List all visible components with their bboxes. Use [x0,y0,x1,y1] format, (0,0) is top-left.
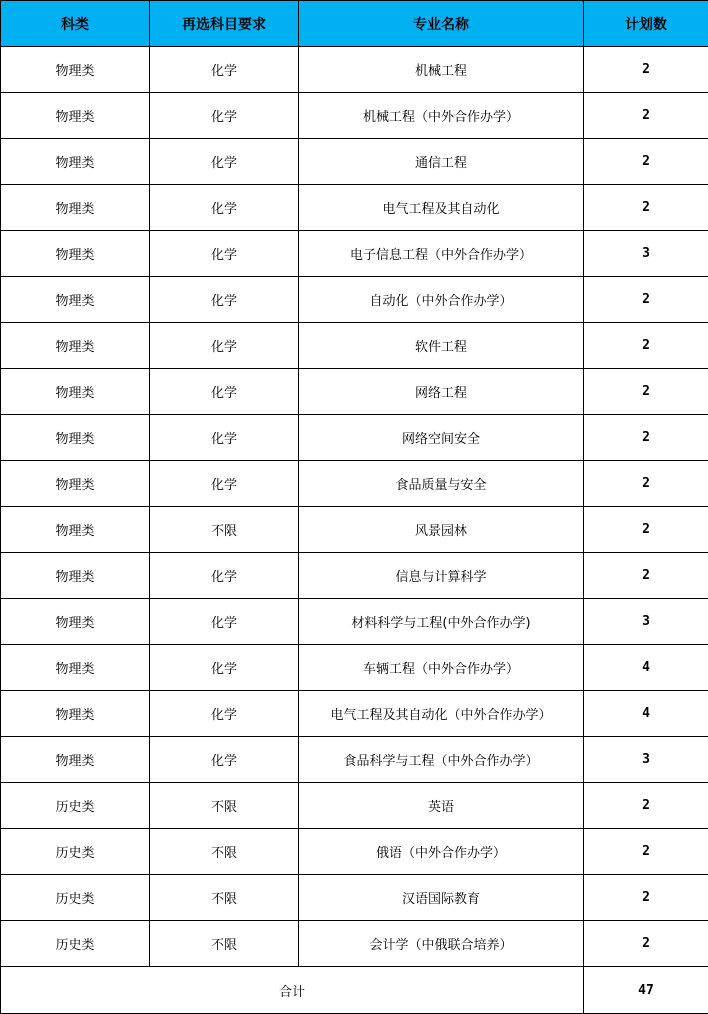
cell-major: 信息与计算科学 [299,553,584,599]
cell-category: 物理类 [1,47,150,93]
table-row [1,47,708,93]
cell-category: 物理类 [1,93,150,139]
table-row [1,645,708,691]
cell-category: 物理类 [1,599,150,645]
total-label: 合计 [1,967,584,1014]
cell-category: 物理类 [1,139,150,185]
cell-major: 会计学（中俄联合培养） [299,921,584,967]
cell-plan: 4 [584,691,708,737]
cell-plan: 2 [584,93,708,139]
cell-plan: 2 [584,461,708,507]
cell-plan: 2 [584,139,708,185]
cell-requirement: 化学 [150,369,299,415]
total-row [1,967,708,1014]
cell-major: 材料科学与工程(中外合作办学) [299,599,584,645]
cell-requirement: 化学 [150,139,299,185]
cell-category: 历史类 [1,829,150,875]
cell-major: 通信工程 [299,139,584,185]
table-row [1,369,708,415]
cell-plan: 2 [584,47,708,93]
cell-category: 物理类 [1,231,150,277]
cell-plan: 3 [584,737,708,783]
cell-category: 物理类 [1,415,150,461]
cell-major: 机械工程 [299,47,584,93]
cell-category: 物理类 [1,461,150,507]
cell-category: 物理类 [1,323,150,369]
table-row [1,737,708,783]
cell-plan: 4 [584,645,708,691]
cell-plan: 2 [584,875,708,921]
cell-category: 物理类 [1,185,150,231]
cell-major: 食品质量与安全 [299,461,584,507]
table-row [1,691,708,737]
cell-major: 汉语国际教育 [299,875,584,921]
cell-plan: 2 [584,277,708,323]
header-category: 科类 [1,1,150,47]
cell-requirement: 化学 [150,461,299,507]
cell-plan: 3 [584,599,708,645]
cell-major: 电气工程及其自动化 [299,185,584,231]
cell-major: 网络空间安全 [299,415,584,461]
cell-requirement: 不限 [150,875,299,921]
total-value: 47 [584,967,708,1014]
cell-requirement: 化学 [150,47,299,93]
table-row [1,461,708,507]
cell-requirement: 化学 [150,93,299,139]
cell-plan: 2 [584,507,708,553]
cell-plan: 2 [584,185,708,231]
cell-plan: 2 [584,829,708,875]
cell-major: 自动化（中外合作办学） [299,277,584,323]
cell-plan: 2 [584,783,708,829]
table-row [1,93,708,139]
cell-requirement: 不限 [150,783,299,829]
table-row [1,875,708,921]
cell-category: 物理类 [1,553,150,599]
cell-category: 历史类 [1,783,150,829]
table-body [1,47,708,967]
cell-plan: 2 [584,415,708,461]
cell-major: 食品科学与工程（中外合作办学） [299,737,584,783]
cell-requirement: 不限 [150,921,299,967]
header-major: 专业名称 [299,1,584,47]
cell-major: 软件工程 [299,323,584,369]
table-row [1,829,708,875]
table-row [1,553,708,599]
cell-requirement: 不限 [150,829,299,875]
table-row [1,277,708,323]
cell-category: 历史类 [1,921,150,967]
cell-plan: 2 [584,553,708,599]
table-row [1,139,708,185]
header-row [1,1,708,47]
table-row [1,185,708,231]
cell-requirement: 化学 [150,645,299,691]
table-row [1,921,708,967]
cell-major: 网络工程 [299,369,584,415]
cell-plan: 2 [584,369,708,415]
cell-category: 物理类 [1,369,150,415]
cell-category: 物理类 [1,691,150,737]
cell-major: 俄语（中外合作办学） [299,829,584,875]
cell-major: 电气工程及其自动化（中外合作办学） [299,691,584,737]
table-row [1,323,708,369]
cell-category: 物理类 [1,737,150,783]
table-row [1,599,708,645]
cell-requirement: 化学 [150,553,299,599]
cell-requirement: 化学 [150,231,299,277]
header-plan: 计划数 [584,1,708,47]
cell-major: 电子信息工程（中外合作办学） [299,231,584,277]
cell-category: 历史类 [1,875,150,921]
cell-major: 机械工程（中外合作办学） [299,93,584,139]
cell-requirement: 化学 [150,415,299,461]
table-row [1,415,708,461]
cell-major: 车辆工程（中外合作办学） [299,645,584,691]
cell-requirement: 化学 [150,277,299,323]
table-row [1,507,708,553]
cell-requirement: 化学 [150,691,299,737]
cell-major: 英语 [299,783,584,829]
table-row [1,231,708,277]
cell-category: 物理类 [1,277,150,323]
header-requirement: 再选科目要求 [150,1,299,47]
cell-requirement: 化学 [150,185,299,231]
cell-plan: 3 [584,231,708,277]
cell-category: 物理类 [1,645,150,691]
cell-requirement: 化学 [150,737,299,783]
cell-category: 物理类 [1,507,150,553]
table-row [1,783,708,829]
cell-requirement: 化学 [150,323,299,369]
cell-plan: 2 [584,921,708,967]
cell-requirement: 化学 [150,599,299,645]
cell-plan: 2 [584,323,708,369]
cell-major: 风景园林 [299,507,584,553]
cell-requirement: 不限 [150,507,299,553]
